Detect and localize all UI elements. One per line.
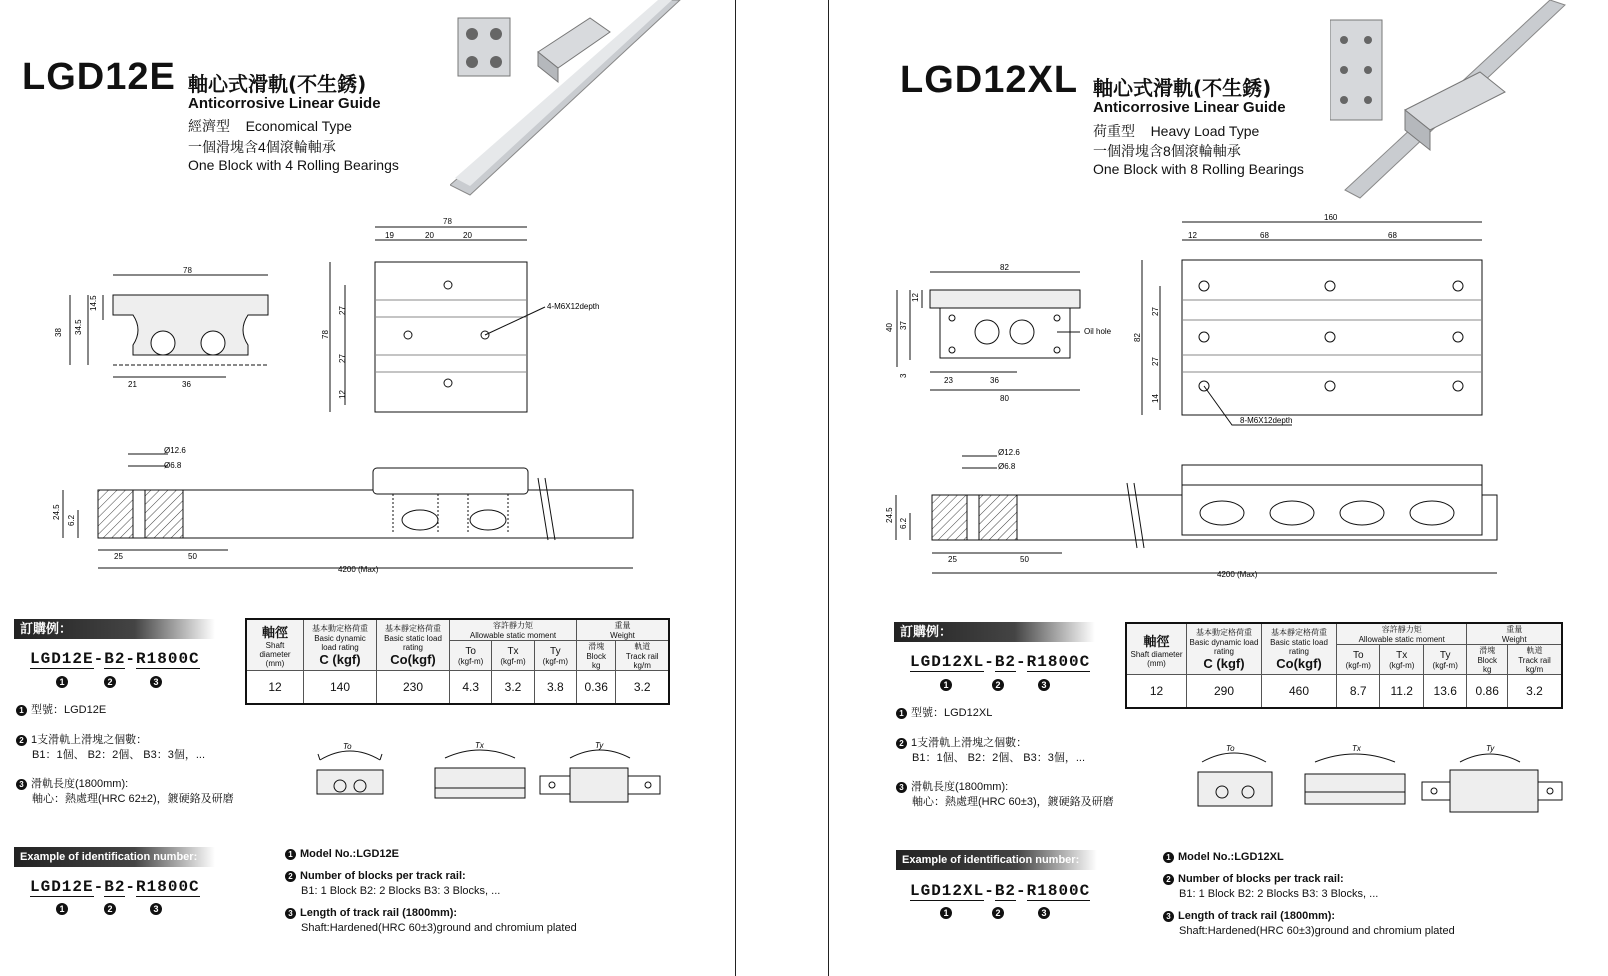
en-title: Anticorrosive Linear Guide	[1093, 99, 1286, 116]
svg-text:24.5: 24.5	[52, 504, 61, 520]
spec-row: 12 290 460 8.7 11.2 13.6 0.86 3.2	[1126, 675, 1562, 709]
bearing-zh: 一個滑塊含4個滾輪軸承	[188, 139, 336, 155]
svg-text:24.5: 24.5	[885, 507, 894, 523]
svg-text:To: To	[343, 742, 352, 751]
identification-markers: 1 2 3	[940, 903, 1050, 921]
svg-text:12: 12	[338, 390, 347, 399]
identification-code: LGD12XL-B2-R1800C	[910, 882, 1091, 900]
svg-text:Ty: Ty	[595, 741, 604, 750]
order-code: LGD12XL-B2-R1800C	[910, 653, 1091, 671]
spec-row: 12 140 230 4.3 3.2 3.8 0.36 3.2	[246, 671, 669, 705]
svg-text:4200 (Max): 4200 (Max)	[1217, 570, 1258, 579]
svg-text:20: 20	[463, 231, 472, 240]
type-en: Heavy Load Type	[1150, 123, 1260, 139]
svg-text:82: 82	[1133, 333, 1142, 342]
svg-text:12: 12	[911, 293, 920, 302]
svg-text:78: 78	[443, 217, 452, 226]
notes-zh: 1 型號：LGD12E 2 1支滑軌上滑塊之個數： B1：1個、 B2：2個、 B3：3個，... 3 滑軌長度(1800mm): 軸心：熱處理(HRC 62±2)，鍍硬鉻及研磨	[16, 703, 234, 807]
page-divider-right	[828, 0, 829, 976]
model-title: LGD12E	[22, 56, 176, 98]
side-view-drawing	[48, 440, 648, 580]
dim-78: 78	[183, 266, 192, 275]
svg-text:Ty: Ty	[1486, 744, 1495, 753]
svg-text:Ø12.6: Ø12.6	[164, 446, 186, 455]
spec-table: 軸徑 Shaft diameter (mm) 基本動定格荷重 Basic dynamic load rating C (kgf) 基本靜定格荷重 Basic static load rating Co(kgf) 容許靜力矩 Allowable static moment 重量 Weight To (kgf-m) Tx (kgf-m) Ty (kgf-m) 滑塊 Block kg 軌道 Track rail kg/m 12 290 460 8.7 11.2 13.6 0.86 3.2	[1125, 622, 1563, 709]
order-example-bar: 訂購例：	[14, 619, 215, 639]
svg-text:68: 68	[1260, 231, 1269, 240]
svg-text:36: 36	[182, 380, 191, 389]
svg-text:27: 27	[1151, 307, 1160, 316]
svg-text:21: 21	[128, 380, 137, 389]
svg-text:78: 78	[321, 330, 330, 339]
svg-text:8-M6X12depth: 8-M6X12depth	[1240, 416, 1293, 425]
svg-text:80: 80	[1000, 394, 1009, 403]
identification-bar: Example of identification number:	[14, 847, 215, 867]
svg-text:14.5: 14.5	[89, 295, 98, 311]
model-title: LGD12XL	[900, 59, 1079, 101]
zh-title: 軸心式滑軌(不生銹)	[188, 72, 367, 96]
type-line	[188, 116, 352, 136]
svg-text:25: 25	[948, 555, 957, 564]
svg-text:Tx: Tx	[475, 741, 484, 750]
svg-text:23: 23	[944, 376, 953, 385]
svg-text:20: 20	[425, 231, 434, 240]
order-example-bar: 訂購例：	[894, 622, 1095, 642]
product-photo	[1330, 0, 1570, 200]
svg-text:50: 50	[188, 552, 197, 561]
bearing-en: One Block with 4 Rolling Bearings	[188, 157, 399, 173]
svg-text:4-M6X12depth: 4-M6X12depth	[547, 302, 600, 311]
type-zh: 荷重型	[1093, 123, 1135, 139]
svg-text:50: 50	[1020, 555, 1029, 564]
notes-en: 1 Model No.:LGD12E 2 Number of blocks per track rail: B1: 1 Block B2: 2 Blocks B3: 3 Blocks, ... 3 Length of track rail (1800mm): Shaft:Hardened(HRC 60±3)ground and chromium plated	[285, 847, 577, 936]
svg-text:36: 36	[990, 376, 999, 385]
zh-title: 軸心式滑軌(不生銹)	[1093, 76, 1272, 100]
right-page	[860, 0, 1608, 976]
svg-text:27: 27	[338, 306, 347, 315]
bearing-zh: 一個滑塊含8個滾輪軸承	[1093, 143, 1241, 159]
type-zh: 經濟型	[188, 118, 230, 134]
spec-table: 軸徑 Shaft diameter (mm) 基本動定格荷重 Basic dynamic load rating C (kgf) 基本靜定格荷重 Basic static load rating Co(kgf) 容許靜力矩 Allowable static moment 重量 Weight To (kgf-m) Tx (kgf-m) Ty (kgf-m) 滑塊 Block kg 軌道 Track rail kg/m 12 140 230 4.3 3.2 3.8 0.36 3.2	[245, 618, 670, 705]
svg-text:34.5: 34.5	[74, 319, 83, 335]
svg-text:68: 68	[1388, 231, 1397, 240]
svg-text:160: 160	[1324, 213, 1338, 222]
svg-text:To: To	[1226, 744, 1235, 753]
en-title: Anticorrosive Linear Guide	[188, 95, 381, 112]
svg-text:3: 3	[899, 373, 908, 378]
svg-text:38: 38	[54, 328, 63, 337]
side-view-drawing	[882, 443, 1502, 583]
type-en: Economical Type	[245, 118, 352, 134]
page-divider-left	[735, 0, 736, 976]
svg-text:37: 37	[899, 321, 908, 330]
identification-code: LGD12E-B2-R1800C	[30, 878, 200, 896]
svg-text:19: 19	[385, 231, 394, 240]
svg-text:6.2: 6.2	[67, 514, 76, 526]
svg-text:Ø12.6: Ø12.6	[998, 448, 1020, 457]
svg-text:Oil hole: Oil hole	[1084, 327, 1112, 336]
top-view-drawing	[315, 215, 625, 415]
svg-text:25: 25	[114, 552, 123, 561]
svg-text:Ø6.8: Ø6.8	[998, 462, 1016, 471]
svg-text:40: 40	[885, 323, 894, 332]
svg-text:6.2: 6.2	[899, 517, 908, 529]
svg-text:27: 27	[338, 354, 347, 363]
svg-text:27: 27	[1151, 357, 1160, 366]
order-code: LGD12E-B2-R1800C	[30, 650, 200, 668]
moment-diagrams	[305, 738, 665, 808]
order-code-markers: 1 2 3	[56, 672, 162, 690]
left-page	[0, 0, 735, 976]
product-photo	[450, 0, 690, 200]
bearing-en: One Block with 8 Rolling Bearings	[1093, 161, 1304, 177]
order-code-markers: 1 2 3	[940, 675, 1050, 693]
notes-en: 1 Model No.:LGD12XL 2 Number of blocks per track rail: B1: 1 Block B2: 2 Blocks B3: 3 Blocks, ... 3 Length of track rail (1800mm): Shaft:Hardened(HRC 60±3)ground and chromium plated	[1163, 850, 1455, 939]
svg-text:12: 12	[1188, 231, 1197, 240]
moment-diagrams	[1190, 740, 1570, 815]
type-line	[1093, 121, 1259, 141]
svg-text:82: 82	[1000, 263, 1009, 272]
svg-text:Ø6.8: Ø6.8	[164, 461, 182, 470]
top-view-drawing	[1132, 210, 1492, 435]
svg-text:14: 14	[1151, 394, 1160, 403]
identification-bar: Example of identification number:	[896, 850, 1097, 870]
svg-text:Tx: Tx	[1352, 744, 1361, 753]
front-view-drawing	[48, 265, 288, 395]
front-view-drawing	[882, 262, 1142, 412]
svg-text:4200 (Max): 4200 (Max)	[338, 565, 379, 574]
identification-markers: 1 2 3	[56, 899, 162, 917]
notes-zh: 1 型號：LGD12XL 2 1支滑軌上滑塊之個數： B1：1個、 B2：2個、 B3：3個，... 3 滑軌長度(1800mm): 軸心：熱處理(HRC 60±3)，鍍硬鉻及研磨	[896, 706, 1114, 810]
